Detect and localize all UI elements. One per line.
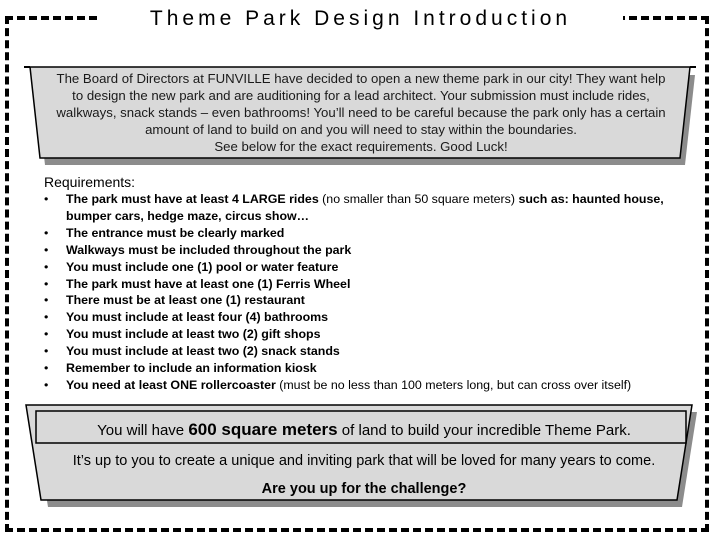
requirement-text-bold: Walkways must be included throughout the park bbox=[66, 242, 352, 257]
list-item bbox=[40, 292, 680, 309]
bullet-icon: • bbox=[44, 225, 49, 240]
requirement-text: (must be no less than 100 meters long, but can cross over itself) bbox=[275, 377, 632, 392]
requirements-list bbox=[40, 191, 680, 405]
list-item bbox=[40, 343, 680, 360]
requirements-heading: Requirements: bbox=[44, 174, 136, 190]
bullet-icon: • bbox=[44, 361, 49, 376]
bullet-icon: • bbox=[44, 344, 49, 359]
list-item bbox=[40, 326, 680, 343]
list-item bbox=[40, 309, 680, 326]
bullet-icon: • bbox=[44, 242, 49, 257]
requirement-text: (no smaller than 50 square meters) bbox=[318, 192, 519, 206]
challenge-question: Are you up for the challenge? bbox=[261, 481, 467, 497]
intro-line: See below for the exact requirements. Good Luck! bbox=[214, 139, 508, 154]
intro-line: The Board of Directors at FUNVILLE have decided to open a new theme park in our city! They want help bbox=[56, 71, 666, 86]
bullet-icon: • bbox=[44, 327, 49, 342]
requirement-text-bold-tail: such as: haunted house, bumper cars, hedge maze, circus show… bbox=[66, 192, 664, 223]
land-amount: 600 square meters bbox=[188, 420, 338, 439]
intro-line: amount of land to build on and you will need to stay within the boundaries. bbox=[145, 122, 577, 137]
requirement-text-bold: You need at least ONE rollercoaster bbox=[66, 377, 276, 392]
bullet-icon: • bbox=[44, 310, 49, 325]
requirement-text-bold: You must include at least four (4) bathrooms bbox=[66, 310, 329, 325]
requirement-text-bold: Remember to include an information kiosk bbox=[66, 361, 317, 376]
list-item bbox=[40, 242, 680, 259]
list-item bbox=[40, 191, 680, 225]
requirement-text-bold: You must include at least two (2) gift shops bbox=[66, 327, 321, 342]
requirement-text-bold: You must include at least two (2) snack stands bbox=[66, 344, 340, 359]
requirement-text-bold: The entrance must be clearly marked bbox=[66, 225, 285, 240]
bullet-icon: • bbox=[44, 293, 49, 308]
bullet-icon: • bbox=[44, 377, 49, 392]
requirement-text-bold: The park must have at least one (1) Ferris Wheel bbox=[66, 276, 351, 291]
list-item bbox=[40, 259, 680, 276]
land-prefix: You will have bbox=[97, 422, 189, 439]
list-item bbox=[40, 276, 680, 293]
intro-line: to design the new park and are auditioning for a lead architect. Your submission must include rides, bbox=[72, 88, 650, 103]
requirement-text-bold: There must be at least one (1) restaurant bbox=[66, 293, 305, 308]
list-item bbox=[40, 225, 680, 242]
bullet-icon: • bbox=[44, 259, 49, 274]
land-statement bbox=[34, 419, 694, 442]
requirement-text-bold: You must include one (1) pool or water feature bbox=[66, 259, 339, 274]
list-item bbox=[40, 360, 680, 377]
intro-text bbox=[36, 70, 686, 155]
list-item bbox=[40, 377, 680, 394]
intro-line: walkways, snack stands – even bathrooms! You’ll need to be careful because the park only has a certain bbox=[56, 105, 666, 120]
unique-statement: It’s up to you to create a unique and inviting park that will be loved for many years to come. bbox=[72, 453, 656, 469]
requirement-text-bold: The park must have at least 4 LARGE rides bbox=[66, 192, 319, 206]
land-suffix: of land to build your incredible Theme Park. bbox=[337, 422, 631, 439]
page-title: Theme Park Design Introduction bbox=[149, 7, 572, 30]
bullet-icon: • bbox=[44, 276, 49, 291]
bullet-icon: • bbox=[44, 192, 49, 206]
